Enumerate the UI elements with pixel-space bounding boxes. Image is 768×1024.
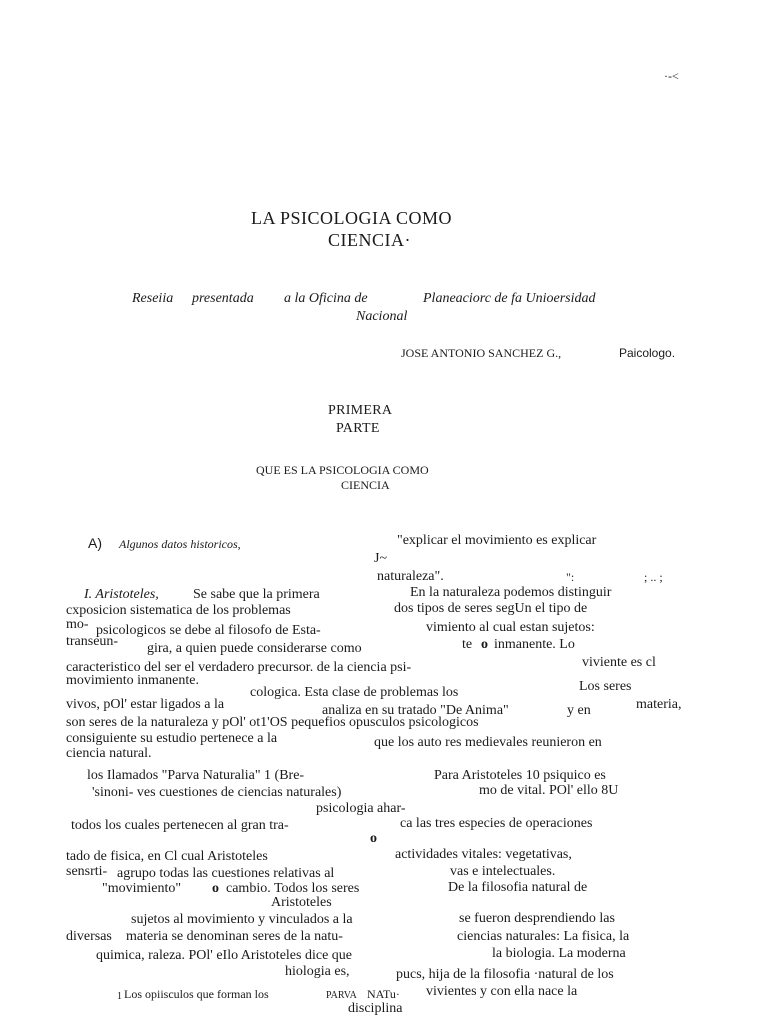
text-line: psicologia ahar- (316, 801, 406, 816)
footnote-text: NATu· (367, 987, 400, 1001)
text-line: gira, a quien puede considerarse como (147, 641, 362, 656)
text-line: o (212, 881, 219, 896)
text-line: "explicar el movimiento es explicar (397, 533, 597, 548)
text-line: mo- (66, 617, 89, 632)
text-line: En la naturaleza podemos distinguir (410, 585, 612, 600)
text-line: Se sabe que la primera (193, 587, 320, 602)
part-heading-line-2: PARTE (336, 421, 380, 436)
text-line: vivientes y con ella nace la (426, 984, 578, 999)
author-name: JOSE ANTONIO SANCHEZ G., (401, 346, 562, 360)
text-line: agrupo todas las cuestiones relativas al (117, 866, 335, 881)
text-line: son seres de la naturaleza y pOl' ot1'OS pequefios opusculos psicologicos (66, 715, 479, 730)
text-line: cxposicion sistematica de los problemas (66, 603, 291, 618)
text-line: los Ilamados "Parva Naturalia" 1 (Bre- (87, 768, 305, 783)
text-line: todos los cuales pertenecen al gran tra- (71, 818, 289, 833)
text-line: Para Aristoteles 10 psiquico es (434, 768, 606, 783)
text-line: quimica, raleza. POl' eIlo Aristoteles dice que (96, 948, 352, 963)
text-line: naturaleza". (377, 569, 444, 584)
text-line: pucs, hija de la filosofia ·natural de los (396, 967, 614, 982)
text-line: movimiento inmanente. (66, 673, 199, 688)
text-line: ciencias naturales: La fisica, la (457, 929, 630, 944)
part-heading-line-1: PRIMERA (328, 403, 393, 418)
text-line: ": (566, 570, 575, 584)
text-line: transeun- (66, 634, 119, 649)
subtitle-word-4: Planeaciorc de fa Unioersidad (423, 291, 596, 306)
text-line: Los seres (579, 679, 632, 694)
text-line: disciplina (348, 1001, 403, 1016)
section-heading-line-1: QUE ES LA PSICOLOGIA COMO (256, 463, 429, 477)
text-line: psicologicos se debe al filosofo de Esta- (96, 623, 321, 638)
text-line: cologica. Esta clase de problemas los (250, 685, 459, 700)
subtitle-word-1: Reseiia (132, 291, 174, 306)
text-line: sujetos al movimiento y vinculados a la (131, 912, 353, 927)
text-line: hiologia es, (285, 964, 350, 979)
text-line: De la filosofia natural de (448, 880, 588, 895)
text-line: Aristoteles (271, 895, 332, 910)
title-line-1: LA PSICOLOGIA COMO (251, 208, 453, 228)
text-line: vimiento al cual estan sujetos: (426, 620, 595, 635)
text-line: se fueron desprendiendo las (459, 911, 615, 926)
section-heading-line-2: CIENCIA (341, 478, 390, 492)
text-line: te (462, 637, 473, 652)
text-line: ciencia natural. (66, 746, 152, 761)
text-line: viviente es cl (582, 655, 656, 670)
text-line: diversas (66, 929, 112, 944)
text-line: materia, (636, 697, 682, 712)
text-line: sensrti- (66, 864, 108, 879)
text-line: ca las tres especies de operaciones (400, 816, 593, 831)
author-role: Paicologo. (619, 346, 676, 360)
text-line: tado de fisica, en Cl cual Aristoteles (66, 849, 268, 864)
text-line: mo de vital. POl' ello 8U (479, 783, 619, 798)
text-line: vivos, pOl' estar ligados a la (66, 697, 225, 712)
subtitle-word-5: Nacional (356, 309, 408, 324)
text-line: "movimiento" (102, 881, 182, 896)
subtitle-word-2: presentada (192, 291, 254, 306)
text-line: consiguiente su estudio pertenece a la (66, 731, 278, 746)
text-line: analiza en su tratado "De Anima" (322, 703, 509, 718)
title-line-2: CIENCIA· (328, 230, 411, 250)
text-line: y en (567, 703, 591, 718)
text-line: dos tipos de seres segUn el tipo de (394, 601, 588, 616)
subsection-label: A) (88, 535, 102, 551)
text-line: J~ (374, 551, 388, 566)
text-line: o (370, 831, 377, 846)
text-line: materia se denominan seres de la natu- (126, 929, 343, 944)
footnote-text: Los opiisculos que forman los (124, 987, 269, 1001)
text-line: cambio. Todos los seres (226, 881, 360, 896)
subtitle-word-3: a la Oficina de (284, 291, 368, 306)
footnote-marker: 1 (117, 991, 122, 1002)
text-line: la biologia. La moderna (492, 946, 626, 961)
text-line: 'sinoni- ves cuestiones de ciencias naturales) (92, 785, 342, 800)
text-line: o (481, 637, 488, 652)
footnote-text: PARVA (326, 990, 357, 1001)
text-line: vas e intelectuales. (450, 864, 556, 879)
text-line: actividades vitales: vegetativas, (395, 847, 572, 862)
text-line: I. Aristoteles, (84, 587, 159, 602)
subsection-title: Algunos datos historicos, (119, 537, 241, 551)
corner-mark: ·-< (664, 69, 679, 83)
text-line: inmanente. Lo (494, 637, 575, 652)
text-line: ; .. ; (644, 570, 663, 584)
text-line: caracteristico del ser el verdadero precursor. de la ciencia psi- (66, 660, 412, 675)
text-line: que los auto res medievales reunieron en (374, 735, 602, 750)
